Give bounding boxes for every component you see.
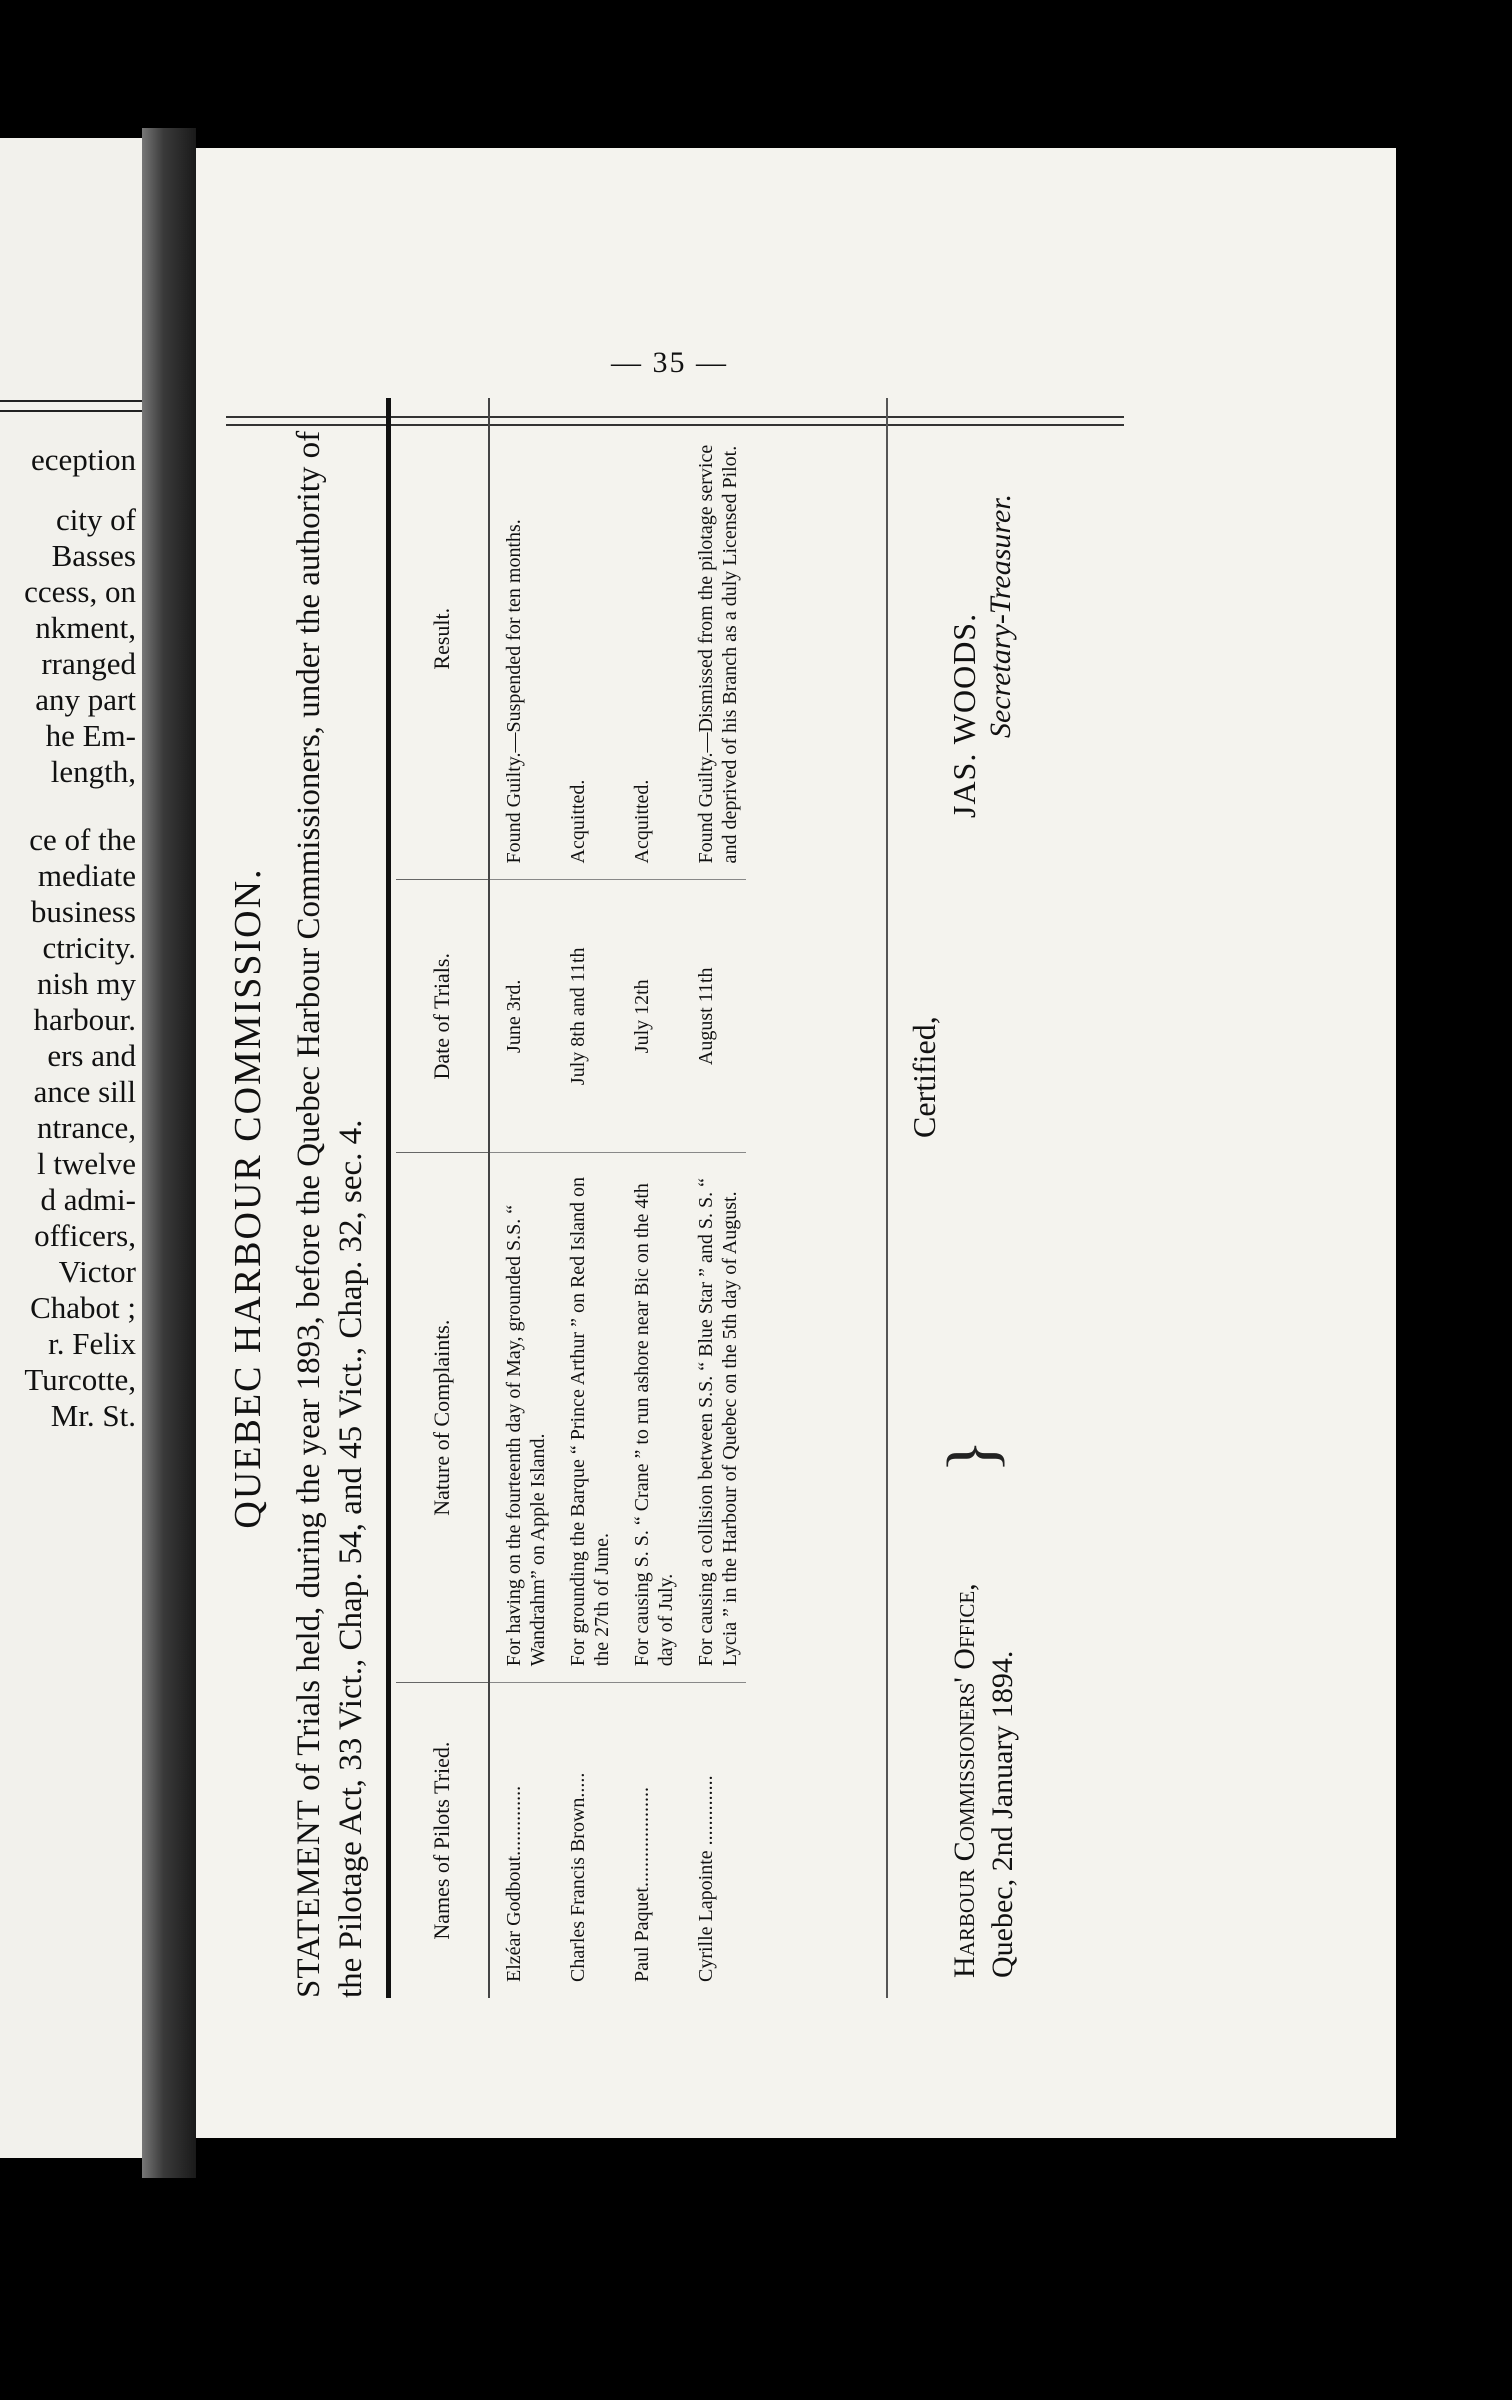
facing-page-line: Basses — [51, 538, 136, 573]
document-page — [196, 148, 1396, 2138]
rotated-statement-block — [226, 398, 1126, 1998]
facing-page-line: length, — [50, 754, 136, 789]
pilot-name: Cyrille Lapointe .............. — [682, 1683, 746, 1998]
book-gutter — [142, 128, 196, 2178]
complaint: For grounding the Barque “ Prince Arthur ” on Red Island on the 27th of June. — [554, 1153, 618, 1683]
facing-page-line: he Em- — [45, 718, 136, 753]
facing-page-line: Turcotte, — [24, 1362, 136, 1397]
facing-page-line: harbour. — [33, 1002, 136, 1037]
facing-page-line: city of — [55, 502, 136, 537]
facing-page-line: business — [30, 894, 136, 929]
pilot-name: Charles Francis Brown..... — [554, 1683, 618, 1998]
table-row — [618, 398, 682, 1998]
facing-page-line: any part — [35, 682, 136, 717]
statement-text: of Trials held, during the year 1893, before the Quebec Harbour Commissioners, under the authority of the Pilotage Act, 33 Vict., Chap. 54, and 45 Vict., Chap. 32, sec. 4. — [291, 430, 369, 1998]
trial-date: July 12th — [618, 880, 682, 1153]
office-date: Quebec, 2nd January 1894. — [986, 1650, 1019, 1978]
complaint: For causing S. S. “ Crane ” to run ashore near Bic on the 4th day of July. — [618, 1153, 682, 1683]
page-number: — 35 — — [611, 346, 728, 379]
statement-lead: STATEMENT — [291, 1799, 327, 1998]
trial-date: June 3rd. — [489, 880, 554, 1153]
facing-page-line: ctricity. — [42, 930, 136, 965]
facing-page-line: ccess, on — [24, 574, 136, 609]
column-header-date: Date of Trials. — [396, 880, 489, 1153]
trial-result: Found Guilty.—Dismissed from the pilotage service and deprived of his Branch as a duly Licensed Pilot. — [695, 444, 741, 864]
table-header-row — [396, 398, 489, 1998]
pilot-name: Elzéar Godbout.............. — [489, 1683, 554, 1998]
table-row — [682, 398, 746, 1998]
facing-page-line: nkment, — [35, 610, 136, 645]
certified-label: Certified, — [906, 1016, 942, 1138]
facing-page-line: ers and — [47, 1038, 136, 1073]
facing-page-line: l twelve — [37, 1146, 136, 1181]
facing-page-line: Mr. St. — [50, 1398, 136, 1433]
signature-name: JAS. WOODS. — [946, 612, 982, 818]
complaint: For having on the fourteenth day of May, grounded S.S. “ Wandrahm” on Apple Island. — [489, 1153, 554, 1683]
table-row — [489, 398, 554, 1998]
facing-page-line: Victor — [58, 1254, 136, 1289]
facing-page-line: d admi- — [40, 1182, 136, 1217]
column-header-complaints: Nature of Complaints. — [396, 1153, 489, 1683]
trial-date: August 11th — [682, 880, 746, 1153]
document-title: QUEBEC HARBOUR COMMISSION. — [227, 867, 269, 1529]
facing-page-line: ntrance, — [37, 1110, 136, 1145]
facing-page-line: rranged — [41, 646, 136, 681]
statement-paragraph — [288, 398, 372, 1998]
table-top-rule — [386, 398, 391, 1998]
table-row — [554, 398, 618, 1998]
office-block — [946, 1583, 1022, 1978]
table-bottom-rule — [886, 398, 888, 1998]
trial-date: July 8th and 11th — [554, 880, 618, 1153]
brace-glyph: } — [934, 1439, 1011, 1473]
facing-page-rule — [0, 400, 142, 402]
trial-result: Acquitted. — [631, 779, 653, 864]
facing-page-line: mediate — [37, 858, 136, 893]
facing-page-line: eception — [30, 442, 136, 477]
facing-page-line: officers, — [34, 1218, 136, 1253]
signature-title: Secretary-Treasurer. — [984, 493, 1017, 738]
facing-page-line: ce of the — [29, 822, 136, 857]
facing-page-line: Chabot ; — [30, 1290, 136, 1325]
facing-page-line: ance sill — [33, 1074, 136, 1109]
facing-page-line: nish my — [36, 966, 136, 1001]
facing-page-line: r. Felix — [48, 1326, 136, 1361]
complaint: For causing a collision between S.S. “ Blue Star ” and S. S. “ Lycia ” in the Harbour of Quebec on the 5th day of August. — [682, 1153, 746, 1683]
trials-table — [396, 398, 746, 1998]
office-name: Harbour Commissioners' Office, — [948, 1583, 981, 1978]
trial-result: Acquitted. — [567, 779, 589, 864]
column-header-names: Names of Pilots Tried. — [396, 1683, 489, 1998]
trial-result: Found Guilty.—Suspended for ten months. — [503, 519, 525, 864]
column-header-result: Result. — [396, 398, 489, 880]
facing-page-rule — [0, 410, 142, 412]
pilot-name: Paul Paquet.................... — [618, 1683, 682, 1998]
facing-page-fragment — [0, 138, 142, 2158]
